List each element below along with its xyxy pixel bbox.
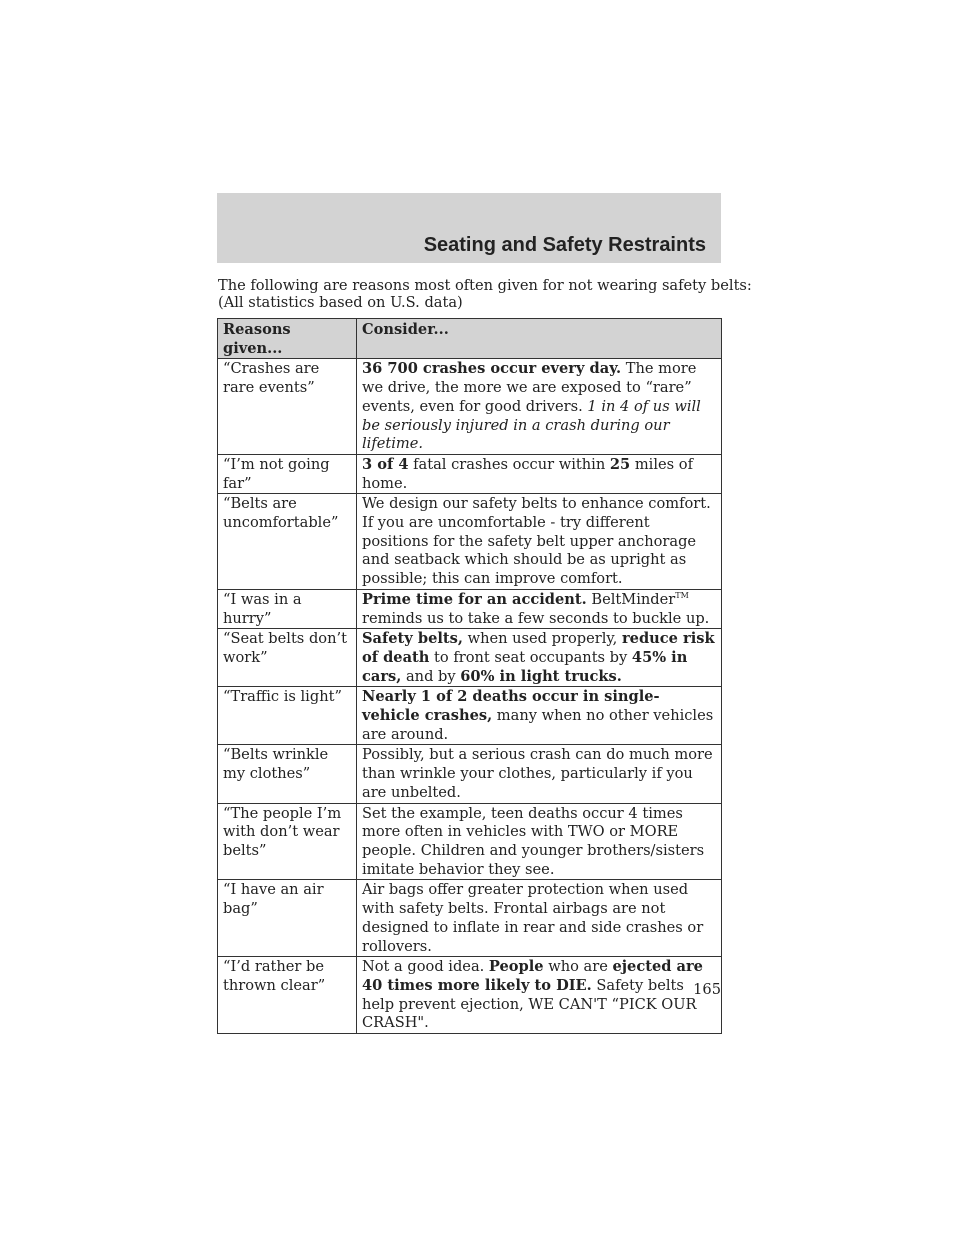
- consider-text-segment: reminds us to take a few seconds to buckle up.: [362, 609, 710, 627]
- consider-text-segment: reduce risk of death: [362, 630, 715, 666]
- consider-text-segment: 3 of 4: [362, 455, 409, 473]
- trademark-mark: TM: [675, 590, 689, 600]
- consider-text-segment: to front seat occupants by: [429, 648, 632, 666]
- consider-text-segment: 60% in light trucks.: [460, 667, 622, 685]
- consider-text-segment: many when no other vehicles are around.: [362, 707, 714, 743]
- consider-text-segment: Prime time for an accident.: [362, 590, 587, 608]
- table-row: [218, 589, 722, 628]
- consider-text-segment: who are: [543, 958, 613, 976]
- intro-line-2: (All statistics based on U.S. data): [218, 294, 463, 311]
- consider-text-segment: We design our safety belts to enhance comfort. If you are uncomfortable - try different positions for the safety belt upper anchorage and seatback which should be as upright as possible; this can improve comfort.: [362, 495, 711, 588]
- section-header-band: [217, 193, 721, 263]
- table-row: [218, 745, 722, 803]
- reason-cell: “I’m not going far”: [218, 454, 357, 493]
- reason-cell: “Seat belts don’t work”: [218, 629, 357, 687]
- consider-cell: [357, 803, 722, 880]
- consider-text-segment: Not a good idea.: [362, 958, 489, 976]
- consider-text-segment: The more we drive, the more we are exposed to “rare” events, even for good drivers.: [362, 360, 697, 415]
- consider-cell: [357, 589, 722, 628]
- consider-text-segment: 1 in 4 of us will be seriously injured in a crash during our lifetime.: [362, 397, 701, 453]
- consider-text-segment: Safety belts,: [362, 630, 463, 648]
- consider-text-segment: Air bags offer greater protection when used with safety belts. Frontal airbags are not designed to inflate in rear and side crashes or rollovers.: [362, 881, 704, 955]
- reason-cell: “Belts wrinkle my clothes”: [218, 745, 357, 803]
- intro-line-1: The following are reasons most often given for not wearing safety belts:: [218, 277, 752, 294]
- consider-text-segment: BeltMinder: [586, 590, 676, 608]
- table-row: [218, 359, 722, 455]
- table-body: [218, 359, 722, 1034]
- table-row: [218, 803, 722, 880]
- consider-text-segment: 25: [609, 455, 631, 473]
- table-row: [218, 880, 722, 957]
- consider-text-segment: fatal crashes occur within: [408, 455, 610, 473]
- table-row: [218, 494, 722, 590]
- reason-cell: “I have an air bag”: [218, 880, 357, 957]
- consider-cell: [357, 454, 722, 493]
- consider-cell: [357, 880, 722, 957]
- consider-cell: [357, 687, 722, 745]
- reasons-table: [217, 318, 722, 1034]
- table-row: [218, 957, 722, 1034]
- reason-cell: “I was in a hurry”: [218, 589, 357, 628]
- consider-text-segment: Set the example, teen deaths occur 4 times more often in vehicles with TWO or MORE people. Children and younger brothers/sisters imitate behavior they see.: [362, 804, 705, 878]
- consider-text-segment: Nearly 1 of 2 deaths occur in single-vehicle crashes,: [362, 688, 660, 725]
- table-row: [218, 687, 722, 745]
- consider-cell: [357, 957, 722, 1034]
- consider-text-segment: Safety belts help prevent ejection, WE CAN'T “PICK OUR CRASH".: [362, 976, 697, 1032]
- page-number: 165: [693, 981, 721, 998]
- consider-cell: [357, 359, 722, 455]
- reason-cell: “Crashes are rare events”: [218, 359, 357, 455]
- header-reasons: Reasons given...: [218, 319, 357, 359]
- consider-text-segment: 36 700 crashes occur every day.: [362, 360, 622, 378]
- reason-cell: “The people I’m with don’t wear belts”: [218, 803, 357, 880]
- reason-cell: “I’d rather be thrown clear”: [218, 957, 357, 1034]
- reason-cell: “Traffic is light”: [218, 687, 357, 745]
- table-row: [218, 629, 722, 687]
- consider-text-segment: miles of home.: [362, 455, 693, 492]
- table-header-row: [218, 319, 722, 359]
- consider-text-segment: ejected are 40 times more likely to DIE.: [362, 958, 703, 994]
- consider-cell: [357, 629, 722, 687]
- consider-cell: [357, 494, 722, 590]
- consider-text-segment: when used properly,: [462, 630, 622, 648]
- consider-text-segment: Possibly, but a serious crash can do much more than wrinkle your clothes, particularly if you are unbelted.: [362, 746, 713, 801]
- consider-cell: [357, 745, 722, 803]
- consider-text-segment: People: [488, 958, 544, 976]
- header-consider: Consider...: [357, 319, 722, 359]
- table-row: [218, 454, 722, 493]
- consider-text-segment: 45% in cars,: [362, 648, 688, 685]
- reason-cell: “Belts are uncomfortable”: [218, 494, 357, 590]
- consider-text-segment: and by: [401, 667, 461, 685]
- intro-text: [218, 277, 752, 311]
- section-title: Seating and Safety Restraints: [423, 234, 706, 256]
